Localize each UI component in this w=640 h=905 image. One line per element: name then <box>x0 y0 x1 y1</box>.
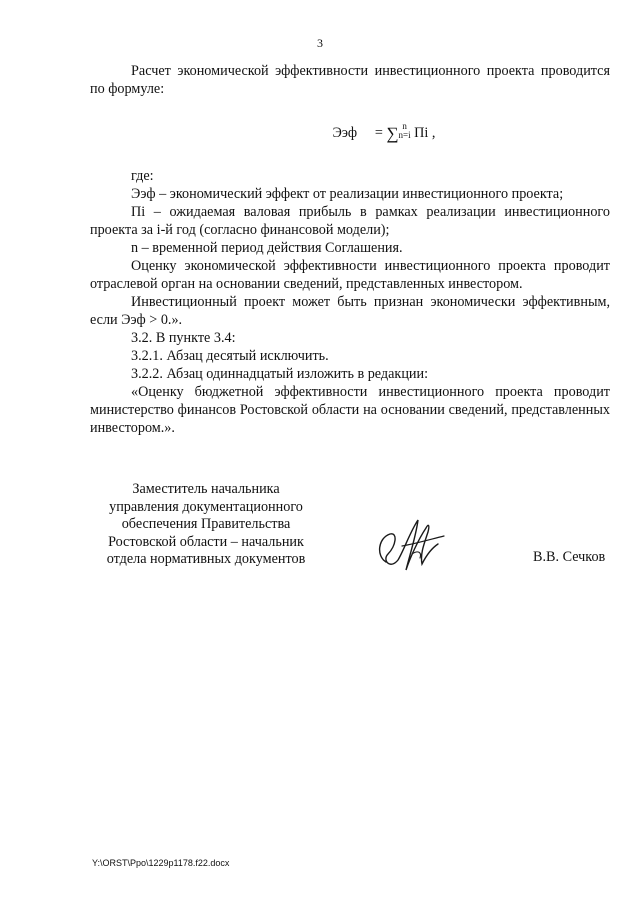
clause-3-2-1: 3.2.1. Абзац десятый исключить. <box>131 348 329 364</box>
signer-title-line: Ростовской области – начальник <box>108 533 304 550</box>
formula-sum-sign: ∑ <box>386 124 399 143</box>
paragraph-intro: Расчет экономической эффективности инвестиционного проекта проводится по формуле: <box>90 63 610 97</box>
formula-lhs: Ээф <box>332 125 358 141</box>
formula <box>158 122 610 143</box>
handwritten-signature <box>372 510 452 578</box>
signer-title-line: управления документационного <box>109 498 303 515</box>
formula-limits <box>399 122 411 140</box>
definition-effect: Ээф – экономический эффект от реализации инвестиционного проекта; <box>131 186 564 202</box>
signer-title-line: отдела нормативных документов <box>106 551 306 567</box>
paragraph-budget-efficiency: «Оценку бюджетной эффективности инвестиционного проекта проводит министерство финансов Ростовской области на основании сведений, представленных инвестором.». <box>90 384 610 436</box>
where-label: где: <box>131 168 154 184</box>
signer-name: В.В. Сечков <box>533 549 606 565</box>
file-path: Y:\ORST\Ppo\1229p1178.f22.docx <box>92 858 230 868</box>
paragraph-efficiency: Инвестиционный проект может быть признан экономически эффективным, если Ээф > 0.». <box>90 294 610 328</box>
formula-term: Пi , <box>414 125 436 141</box>
signer-title-line: Заместитель начальника <box>132 481 280 497</box>
paragraph-assessment: Оценку экономической эффективности инвестиционного проекта проводит отраслевой орган на основании сведений, представленных инвестором. <box>90 258 610 292</box>
definition-profit: Пi – ожидаемая валовая прибыль в рамках реализации инвестиционного проекта за i-й год (согласно финансовой модели); <box>90 204 610 238</box>
formula-equals: = <box>374 125 383 141</box>
definition-period: n – временной период действия Соглашения. <box>131 240 403 256</box>
clause-3-2-2: 3.2.2. Абзац одиннадцатый изложить в редакции: <box>131 366 429 382</box>
page-number: 3 <box>317 36 323 50</box>
signer-title-line: обеспечения Правительства <box>121 516 291 532</box>
clause-3-2: 3.2. В пункте 3.4: <box>131 330 236 346</box>
signature-title-block <box>92 481 320 569</box>
document-body <box>90 62 610 437</box>
formula-upper-limit: n <box>402 121 407 131</box>
formula-lower-limit: n=i <box>398 130 411 140</box>
